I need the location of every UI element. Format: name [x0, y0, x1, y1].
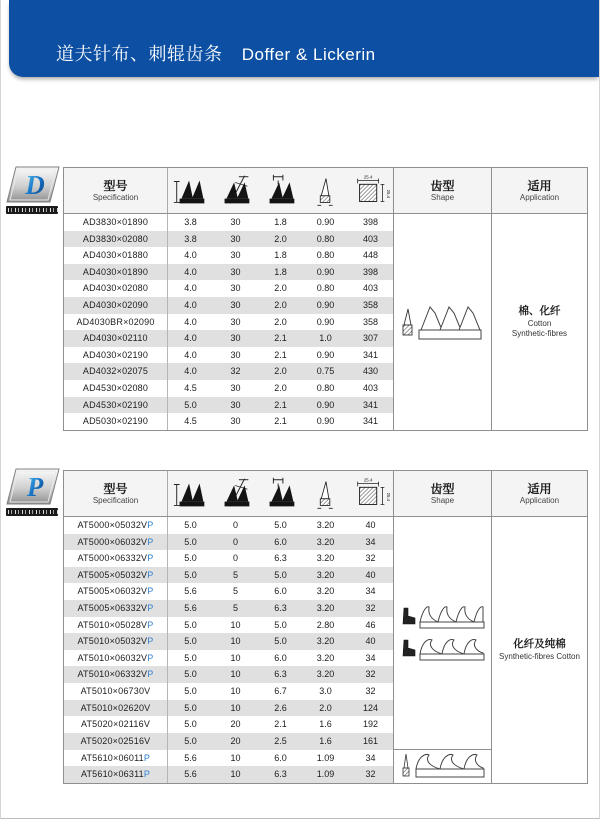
table-row — [64, 413, 393, 430]
doffer-spec-table — [63, 167, 588, 431]
rib-width-icon — [303, 168, 348, 213]
model-cell: AD4030×01880 — [64, 247, 168, 264]
value-cell: 5.6 — [184, 769, 197, 780]
value-cell: 3.20 — [316, 536, 335, 547]
lickerin-spec-table — [63, 470, 588, 784]
shape-header-cn: 齿型 — [430, 481, 455, 496]
spec-header-cn: 型号 — [103, 178, 128, 193]
table-row — [64, 600, 393, 617]
model-cell: AT5610×06011P — [64, 750, 168, 767]
value-cell: 30 — [230, 250, 241, 261]
tooth-density-icon — [348, 471, 393, 516]
value-cell: 5.6 — [184, 752, 197, 763]
application-text-en2: Synthetic-fibres — [511, 329, 568, 339]
spec-header-en: Specification — [92, 192, 139, 202]
value-cell: 0.90 — [316, 349, 335, 360]
value-cell: 32 — [365, 553, 376, 564]
value-cell: 30 — [230, 416, 241, 427]
model-suffix-p: P — [147, 636, 154, 647]
value-cell: 30 — [230, 333, 241, 344]
value-cell: 192 — [362, 719, 379, 730]
value-cell: 10 — [230, 752, 241, 763]
value-cell: 20 — [230, 719, 241, 730]
value-cell: 2.5 — [274, 735, 287, 746]
application-header-en: Application — [519, 495, 560, 505]
brand-logo-p-text — [6, 508, 58, 516]
value-cell: 2.0 — [274, 300, 287, 311]
model-cell: AD4030×02190 — [64, 347, 168, 364]
value-cell: 10 — [230, 652, 241, 663]
model-cell: AT5010×06032VP — [64, 650, 168, 667]
lickerin-table-header — [64, 471, 587, 517]
value-cell: 5.0 — [274, 619, 287, 630]
tooth-height-icon — [168, 168, 213, 213]
value-cell: 341 — [362, 399, 379, 410]
model-cell: AD4032×02075 — [64, 363, 168, 380]
table-row — [64, 716, 393, 733]
svg-text:25.4: 25.4 — [363, 174, 372, 180]
rib-width-icon — [303, 471, 348, 516]
shape-column-header — [393, 471, 491, 516]
value-cell: 2.1 — [274, 349, 287, 360]
value-cell: 5.0 — [184, 619, 197, 630]
tooth-height-icon — [168, 471, 213, 516]
value-cell: 2.1 — [274, 416, 287, 427]
model-cell: AT5000×05032VP — [64, 517, 168, 534]
value-cell: 0.80 — [316, 283, 335, 294]
svg-text:25.4: 25.4 — [363, 477, 372, 483]
value-cell: 5.0 — [184, 553, 197, 564]
value-cell: 6.3 — [274, 603, 287, 614]
value-cell: 0 — [232, 553, 238, 564]
value-cell: 0.80 — [316, 233, 335, 244]
wavy-tooth-profile-drawing-1 — [398, 604, 488, 630]
application-text-cn: 化纤及纯棉 — [513, 638, 566, 651]
lickerin-application-cell — [491, 517, 587, 783]
value-cell: 4.0 — [184, 266, 197, 277]
model-cell: AT5010×06730V — [64, 683, 168, 700]
value-cell: 30 — [230, 349, 241, 360]
model-cell: AT5005×06332VP — [64, 600, 168, 617]
value-cell: 30 — [230, 383, 241, 394]
value-cell: 10 — [230, 686, 241, 697]
value-cell: 4.0 — [184, 316, 197, 327]
value-cell: 4.0 — [184, 300, 197, 311]
value-cell: 1.8 — [274, 250, 287, 261]
shape-header-en: Shape — [430, 495, 455, 505]
value-cell: 30 — [230, 316, 241, 327]
value-cell: 398 — [362, 266, 379, 277]
value-cell: 2.0 — [274, 316, 287, 327]
value-cell: 32 — [230, 366, 241, 377]
model-suffix-p: P — [147, 553, 154, 564]
value-cell: 30 — [230, 399, 241, 410]
value-cell: 358 — [362, 300, 379, 311]
value-cell: 6.3 — [274, 669, 287, 680]
doffer-shape-cell — [393, 214, 491, 430]
value-cell: 2.0 — [274, 383, 287, 394]
value-cell: 448 — [362, 250, 379, 261]
value-cell: 0.90 — [316, 416, 335, 427]
value-cell: 358 — [362, 316, 379, 327]
brand-logo-p-emblem — [5, 468, 61, 508]
model-cell: AD4030×01890 — [64, 264, 168, 281]
model-suffix-p: P — [143, 752, 151, 763]
model-cell: AT5010×05028VP — [64, 617, 168, 634]
shape-header-en: Shape — [430, 192, 455, 202]
value-cell: 32 — [365, 669, 376, 680]
value-cell: 5.6 — [184, 603, 197, 614]
value-cell: 3.20 — [316, 569, 335, 580]
tooth-pitch-icon — [258, 168, 303, 213]
value-cell: 3.20 — [316, 553, 335, 564]
value-cell: 3.8 — [184, 233, 197, 244]
model-suffix-p: P — [147, 603, 154, 614]
value-cell: 6.0 — [274, 536, 287, 547]
brand-logo-d — [5, 166, 61, 214]
value-cell: 0 — [232, 536, 238, 547]
value-cell: 4.0 — [184, 366, 197, 377]
value-cell: 1.0 — [319, 333, 332, 344]
value-cell: 1.8 — [274, 217, 287, 227]
value-cell: 341 — [362, 349, 379, 360]
value-cell: 34 — [365, 536, 376, 547]
value-cell: 40 — [365, 520, 376, 530]
value-cell: 5.0 — [274, 520, 287, 530]
application-text-en1: Synthetic-fibres Cotton — [499, 652, 580, 662]
table-row — [64, 347, 393, 364]
model-suffix-p: P — [147, 652, 154, 663]
value-cell: 6.3 — [274, 553, 287, 564]
doffer-table-header — [64, 168, 587, 214]
value-cell: 3.20 — [316, 652, 335, 663]
tooth-density-icon — [348, 168, 393, 213]
model-cell: AT5005×05032VP — [64, 567, 168, 584]
value-cell: 6.7 — [274, 686, 287, 697]
value-cell: 32 — [365, 686, 376, 697]
brand-logo-d-emblem — [5, 166, 61, 206]
table-row — [64, 231, 393, 248]
model-cell: AD4030×02110 — [64, 330, 168, 347]
model-cell: AD4030BR×02090 — [64, 314, 168, 331]
shape-column-header — [393, 168, 491, 213]
application-text-en1: Cotton — [527, 319, 552, 329]
value-cell: 307 — [362, 333, 379, 344]
table-row — [64, 617, 393, 634]
value-cell: 2.0 — [274, 233, 287, 244]
tooth-pitch-icon — [258, 471, 303, 516]
value-cell: 5.0 — [184, 686, 197, 697]
table-row — [64, 683, 393, 700]
value-cell: 6.3 — [274, 769, 287, 780]
value-cell: 2.6 — [274, 702, 287, 713]
model-cell: AT5010×05032VP — [64, 633, 168, 650]
application-column-header — [491, 168, 587, 213]
value-cell: 341 — [362, 416, 379, 427]
value-cell: 2.1 — [274, 399, 287, 410]
value-cell: 6.0 — [274, 586, 287, 597]
value-cell: 10 — [230, 702, 241, 713]
value-cell: 30 — [230, 300, 241, 311]
value-cell: 6.0 — [274, 652, 287, 663]
value-cell: 10 — [230, 769, 241, 780]
model-cell: AD5030×02190 — [64, 413, 168, 430]
model-cell: AD3830×02080 — [64, 231, 168, 248]
model-suffix-p: P — [147, 520, 154, 530]
lickerin-rows — [64, 517, 393, 783]
svg-text:P: P — [26, 472, 44, 502]
value-cell: 5.0 — [184, 702, 197, 713]
value-cell: 5.0 — [274, 636, 287, 647]
value-cell: 4.5 — [184, 383, 197, 394]
model-suffix-p: P — [147, 536, 154, 547]
value-cell: 430 — [362, 366, 379, 377]
value-cell: 20 — [230, 735, 241, 746]
value-cell: 3.8 — [184, 217, 197, 227]
value-cell: 0 — [232, 520, 238, 530]
value-cell: 2.1 — [274, 719, 287, 730]
value-cell: 40 — [365, 569, 376, 580]
value-cell: 5 — [232, 586, 238, 597]
svg-text:D: D — [25, 170, 45, 200]
value-cell: 30 — [230, 217, 241, 227]
shape-header-cn: 齿型 — [430, 178, 455, 193]
table-row — [64, 583, 393, 600]
model-cell: AT5010×06332VP — [64, 666, 168, 683]
page-header-banner — [9, 0, 599, 77]
table-row — [64, 766, 393, 783]
value-cell: 40 — [365, 636, 376, 647]
value-cell: 3.20 — [316, 520, 335, 530]
value-cell: 3.0 — [319, 686, 332, 697]
value-cell: 30 — [230, 283, 241, 294]
sawtooth-profile-drawing — [399, 301, 487, 343]
value-cell: 0.75 — [316, 366, 335, 377]
spec-column-header — [64, 168, 168, 213]
table-row — [64, 264, 393, 281]
value-cell: 5.0 — [274, 569, 287, 580]
table-row — [64, 247, 393, 264]
page-title — [56, 40, 376, 66]
value-cell: 30 — [230, 266, 241, 277]
value-cell: 34 — [365, 752, 376, 763]
spec-header-cn: 型号 — [103, 481, 128, 496]
value-cell: 0.90 — [316, 266, 335, 277]
doffer-rows — [64, 214, 393, 430]
model-cell: AD4030×02080 — [64, 280, 168, 297]
model-suffix-p: P — [147, 669, 154, 680]
table-row — [64, 363, 393, 380]
value-cell: 0.90 — [316, 316, 335, 327]
value-cell: 10 — [230, 669, 241, 680]
value-cell: 46 — [365, 619, 376, 630]
model-cell: AT5020×02516V — [64, 733, 168, 750]
application-header-cn: 适用 — [527, 178, 552, 193]
value-cell: 398 — [362, 217, 379, 227]
value-cell: 1.8 — [274, 266, 287, 277]
front-angle-icon — [213, 168, 258, 213]
model-suffix-p: P — [147, 569, 154, 580]
value-cell: 5.0 — [184, 719, 197, 730]
table-row — [64, 550, 393, 567]
model-cell: AT5010×02620V — [64, 700, 168, 717]
value-cell: 3.20 — [316, 586, 335, 597]
table-row — [64, 297, 393, 314]
lickerin-shape-subcell — [394, 749, 491, 783]
value-cell: 5.0 — [184, 652, 197, 663]
model-suffix-p: P — [147, 586, 154, 597]
table-row — [64, 397, 393, 414]
spec-column-header — [64, 471, 168, 516]
page-title-english: Doffer & Lickerin — [241, 45, 376, 64]
value-cell: 2.0 — [274, 366, 287, 377]
value-cell: 5.0 — [184, 735, 197, 746]
value-cell: 4.5 — [184, 416, 197, 427]
front-angle-icon — [213, 471, 258, 516]
value-cell: 5.6 — [184, 586, 197, 597]
application-header-en: Application — [519, 192, 560, 202]
value-cell: 34 — [365, 652, 376, 663]
table-row — [64, 280, 393, 297]
value-cell: 32 — [365, 769, 376, 780]
svg-text:25.4: 25.4 — [385, 189, 391, 198]
table-row — [64, 650, 393, 667]
brand-logo-p — [5, 468, 61, 516]
model-suffix-p: P — [143, 769, 151, 780]
value-cell: 2.80 — [316, 619, 335, 630]
table-row — [64, 633, 393, 650]
value-cell: 403 — [362, 233, 379, 244]
value-cell: 161 — [362, 735, 379, 746]
doffer-application-cell — [491, 214, 587, 430]
value-cell: 32 — [365, 603, 376, 614]
value-cell: 34 — [365, 586, 376, 597]
value-cell: 5.0 — [184, 636, 197, 647]
wavy-tooth-profile-drawing-3 — [398, 752, 488, 780]
value-cell: 10 — [230, 619, 241, 630]
value-cell: 30 — [230, 233, 241, 244]
model-cell: AT5020×02116V — [64, 716, 168, 733]
value-cell: 4.0 — [184, 333, 197, 344]
value-cell: 0.80 — [316, 383, 335, 394]
value-cell: 5 — [232, 603, 238, 614]
value-cell: 2.1 — [274, 333, 287, 344]
application-text-cn: 棉、化纤 — [518, 305, 561, 318]
application-header-cn: 适用 — [527, 481, 552, 496]
value-cell: 2.0 — [319, 702, 332, 713]
model-cell: AT5005×06032VP — [64, 583, 168, 600]
page-title-chinese: 道夫针布、刺辊齿条 — [56, 44, 223, 64]
value-cell: 5 — [232, 569, 238, 580]
wavy-tooth-profile-drawing-2 — [398, 636, 488, 662]
value-cell: 5.0 — [184, 569, 197, 580]
model-cell: AD3830×01890 — [64, 214, 168, 231]
table-row — [64, 666, 393, 683]
model-suffix-p: P — [147, 619, 154, 630]
value-cell: 10 — [230, 636, 241, 647]
value-cell: 5.0 — [184, 399, 197, 410]
table-row — [64, 380, 393, 397]
value-cell: 6.0 — [274, 752, 287, 763]
value-cell: 0.90 — [316, 217, 335, 227]
value-cell: 0.80 — [316, 250, 335, 261]
lickerin-shape-cell — [393, 517, 491, 783]
value-cell: 0.90 — [316, 300, 335, 311]
value-cell: 0.90 — [316, 399, 335, 410]
model-cell: AT5000×06332VP — [64, 550, 168, 567]
value-cell: 1.09 — [316, 769, 335, 780]
value-cell: 403 — [362, 383, 379, 394]
table-row — [64, 733, 393, 750]
table-row — [64, 214, 393, 231]
model-cell: AD4530×02080 — [64, 380, 168, 397]
svg-text:25.4: 25.4 — [385, 492, 391, 501]
value-cell: 1.09 — [316, 752, 335, 763]
table-row — [64, 567, 393, 584]
value-cell: 4.0 — [184, 283, 197, 294]
value-cell: 5.0 — [184, 536, 197, 547]
table-row — [64, 517, 393, 534]
value-cell: 4.0 — [184, 250, 197, 261]
value-cell: 3.20 — [316, 669, 335, 680]
brand-logo-d-text — [6, 206, 58, 214]
value-cell: 3.20 — [316, 603, 335, 614]
model-cell: AT5000×06032VP — [64, 534, 168, 551]
value-cell: 1.6 — [319, 735, 332, 746]
value-cell: 2.0 — [274, 283, 287, 294]
table-row — [64, 314, 393, 331]
value-cell: 4.0 — [184, 349, 197, 360]
spec-header-en: Specification — [92, 495, 139, 505]
table-row — [64, 700, 393, 717]
value-cell: 1.6 — [319, 719, 332, 730]
model-cell: AT5610×06311P — [64, 766, 168, 783]
value-cell: 403 — [362, 283, 379, 294]
table-row — [64, 750, 393, 767]
table-row — [64, 330, 393, 347]
value-cell: 124 — [362, 702, 379, 713]
value-cell: 5.0 — [184, 520, 197, 530]
application-column-header — [491, 471, 587, 516]
value-cell: 3.20 — [316, 636, 335, 647]
model-cell: AD4030×02090 — [64, 297, 168, 314]
value-cell: 5.0 — [184, 669, 197, 680]
model-cell: AD4530×02190 — [64, 397, 168, 414]
table-row — [64, 534, 393, 551]
